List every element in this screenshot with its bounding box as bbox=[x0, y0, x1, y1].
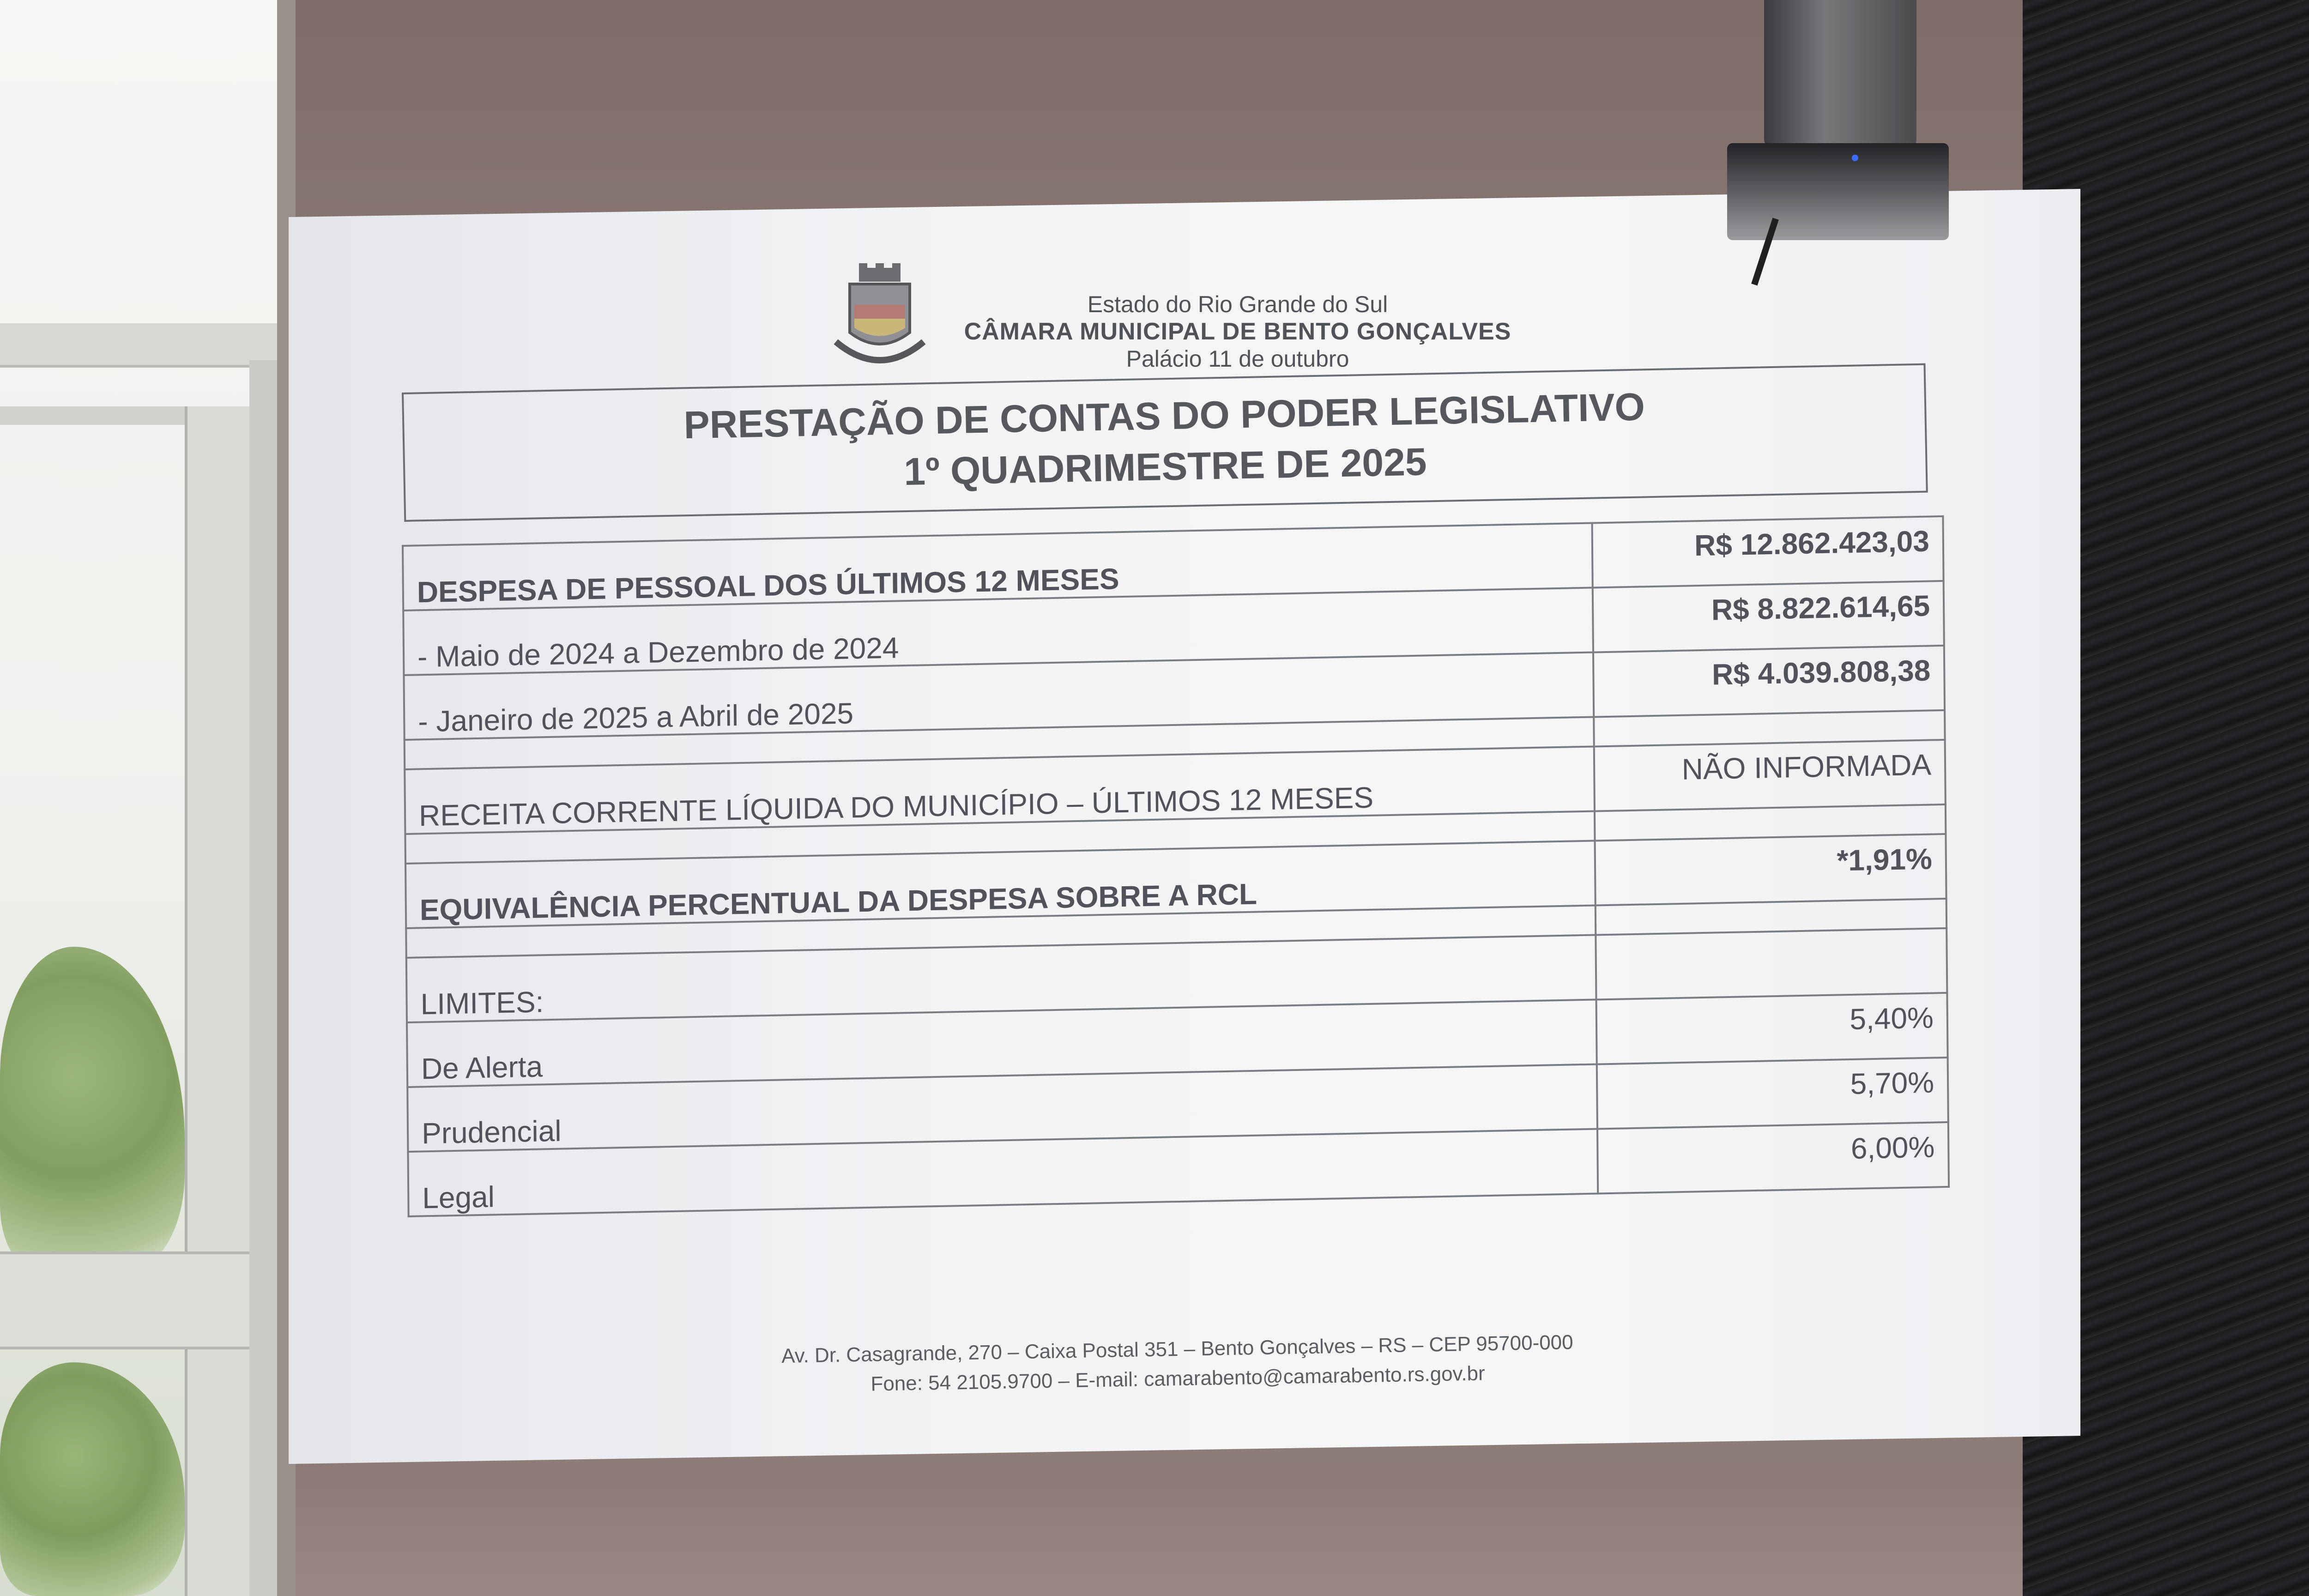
ratio-label: EQUIVALÊNCIA PERCENTUAL DA DESPESA SOBRE A RCL bbox=[405, 841, 1596, 928]
foliage-lower bbox=[0, 1362, 185, 1596]
footer-contact: Fone: 54 2105.9700 – E-mail: camarabento@camarabento.rs.gov.br bbox=[870, 1362, 1486, 1396]
rcl-value: NÃO INFORMADA bbox=[1594, 740, 1946, 811]
footer-address: Av. Dr. Casagrande, 270 – Caixa Postal 351 – Bento Gonçalves – RS – CEP 95700-000 bbox=[781, 1331, 1574, 1367]
rcl-label: RECEITA CORRENTE LÍQUIDA DO MUNICÍPIO – ÚLTIMOS 12 MESES bbox=[405, 747, 1595, 834]
window-frame-transom bbox=[0, 1251, 249, 1349]
slide-footer bbox=[738, 1327, 1617, 1401]
window-frame-mullion bbox=[185, 406, 255, 1596]
limit-alert-label: De Alerta bbox=[407, 1000, 1597, 1087]
coat-of-arms-icon bbox=[831, 263, 928, 374]
report-title: PRESTAÇÃO DE CONTAS DO PODER LEGISLATIVO bbox=[683, 385, 1645, 447]
limits-heading: LIMITES: bbox=[406, 935, 1596, 1022]
letterhead-state: Estado do Rio Grande do Sul bbox=[1087, 291, 1388, 317]
camera-mount bbox=[1727, 143, 1949, 240]
accounts-table bbox=[402, 515, 1950, 1217]
report-period: 1º QUADRIMESTRE DE 2025 bbox=[903, 440, 1427, 494]
limit-alert-value: 5,40% bbox=[1596, 993, 1948, 1064]
expense-2025-label: - Janeiro de 2025 a Abril de 2025 bbox=[404, 653, 1594, 740]
limit-legal-label: Legal bbox=[408, 1129, 1598, 1216]
limit-legal-value: 6,00% bbox=[1597, 1122, 1949, 1194]
window-view bbox=[0, 0, 296, 1596]
letterhead bbox=[831, 263, 1524, 374]
expense-2025-value: R$ 4.039.808,38 bbox=[1593, 646, 1945, 717]
expense-total-label: DESPESA DE PESSOAL DOS ÚLTIMOS 12 MESES bbox=[403, 523, 1593, 611]
letterhead-palace: Palácio 11 de outubro bbox=[1126, 346, 1349, 372]
expense-total-value: R$ 12.862.423,03 bbox=[1592, 516, 1944, 588]
letterhead-chamber: CÂMARA MUNICIPAL DE BENTO GONÇALVES bbox=[964, 318, 1511, 345]
limit-prudential-value: 5,70% bbox=[1597, 1058, 1948, 1129]
foliage-upper bbox=[0, 947, 185, 1270]
expense-2024-value: R$ 8.822.614,65 bbox=[1593, 581, 1944, 653]
ratio-value: *1,91% bbox=[1595, 834, 1946, 906]
projected-slide bbox=[323, 249, 1967, 1427]
limit-prudential-label: Prudencial bbox=[407, 1064, 1597, 1152]
wall-bottom bbox=[296, 1464, 2097, 1596]
camera-led-icon bbox=[1852, 155, 1858, 161]
report-title-box bbox=[402, 363, 1928, 522]
expense-2024-label: - Maio de 2024 a Dezembro de 2024 bbox=[403, 588, 1593, 675]
ceiling-camera-icon bbox=[1764, 0, 1916, 152]
